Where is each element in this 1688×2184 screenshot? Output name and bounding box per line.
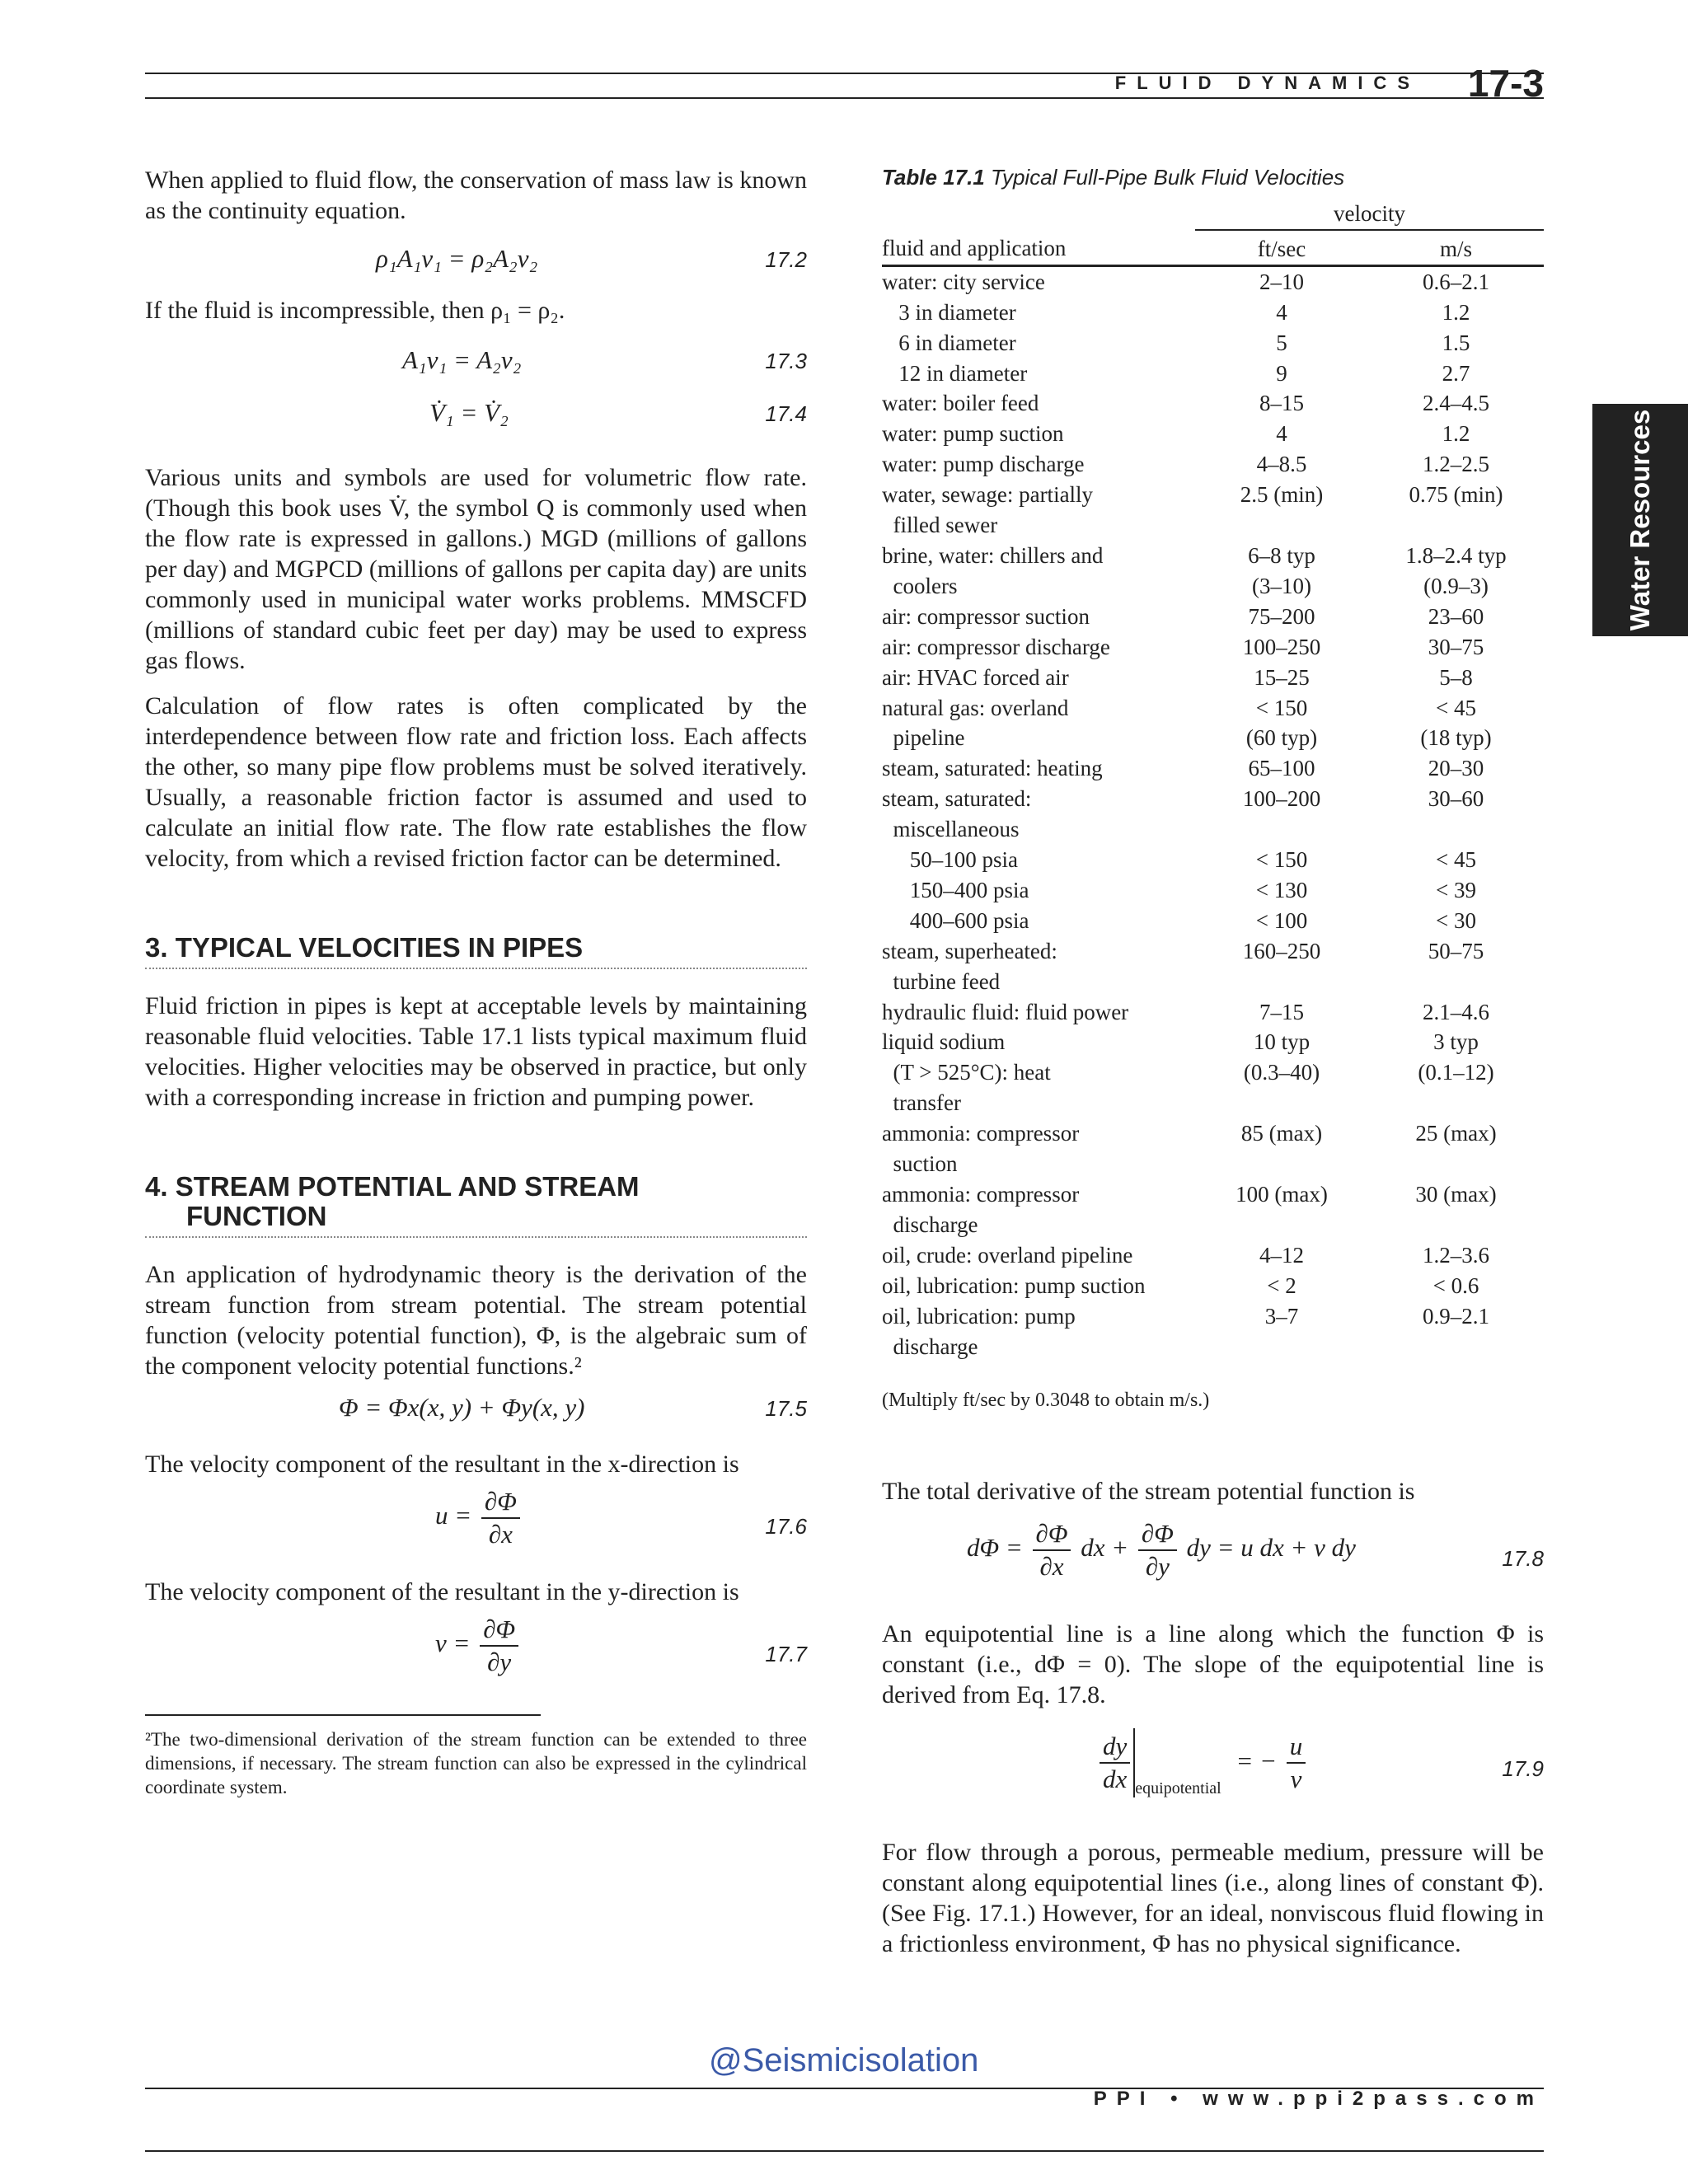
table-cell-fluid: steam, superheated: — [882, 938, 1057, 963]
fraction — [1033, 1518, 1071, 1582]
table-cell-ms: 1.8–2.4 typ — [1405, 542, 1507, 568]
table-cell-ftsec: 160–250 — [1242, 938, 1321, 963]
table-row — [882, 571, 1544, 602]
equation-number: 17.8 — [1502, 1546, 1544, 1572]
fraction — [480, 1614, 518, 1678]
table-cell-ftsec: 4 — [1276, 421, 1287, 447]
table-cell-ms: 30–75 — [1428, 634, 1484, 659]
numerator: ∂Φ — [481, 1486, 520, 1519]
lhs: u = — [435, 1501, 472, 1530]
table-cell-fluid: air: compressor suction — [882, 603, 1090, 629]
table-row — [882, 1240, 1544, 1271]
table-cell-ftsec: (3–10) — [1252, 573, 1311, 598]
table-row — [882, 845, 1544, 875]
equation-number: 17.6 — [765, 1514, 807, 1539]
left-column — [145, 165, 807, 1799]
table-row — [882, 602, 1544, 632]
table-cell-ms — [1368, 1210, 1544, 1240]
table-cell-ms: (0.1–12) — [1418, 1060, 1494, 1085]
table-cell-ms — [1368, 510, 1544, 541]
table-cell-fluid: air: compressor discharge — [882, 634, 1110, 659]
table-caption-label: Table 17.1 — [882, 165, 985, 190]
page-number: 17-3 — [1467, 62, 1544, 105]
table-cell-ms: (18 typ) — [1420, 725, 1492, 751]
table-cell-fluid: water, sewage: partially — [882, 482, 1094, 508]
table-cell-ms: < 39 — [1436, 877, 1476, 902]
equation-expr: V̇₁ = V̇₂ — [429, 398, 509, 427]
table-row — [882, 510, 1544, 541]
table-row — [882, 480, 1544, 510]
numerator: ∂Φ — [1033, 1518, 1071, 1551]
table-cell-fluid: 12 in diameter — [882, 360, 1028, 386]
table-cell-ftsec: 7–15 — [1259, 999, 1304, 1024]
table-cell-ms: 25 (max) — [1415, 1121, 1497, 1146]
table-cell-fluid: natural gas: overland — [882, 695, 1069, 720]
column-header: ft/sec — [1195, 230, 1368, 265]
table-cell-ftsec: < 100 — [1255, 907, 1308, 933]
numerator: ∂Φ — [1138, 1518, 1177, 1551]
table-cell-ftsec: 9 — [1276, 360, 1287, 386]
table-cell-ftsec — [1195, 1332, 1368, 1362]
table-row — [882, 1271, 1544, 1301]
paragraph: The velocity component of the resultant in the x-direction is — [145, 1451, 739, 1478]
table-cell-ftsec — [1195, 967, 1368, 997]
equation-17-2 — [145, 236, 807, 288]
denominator: ∂x — [488, 1520, 513, 1549]
table-row — [882, 265, 1544, 297]
lhs: v = — [435, 1629, 471, 1658]
denominator: dx — [1103, 1765, 1128, 1794]
equation-number: 17.7 — [765, 1642, 807, 1666]
table-row — [882, 1149, 1544, 1179]
table-cell-ms — [1368, 1332, 1544, 1362]
header-rule-bottom — [145, 97, 1544, 99]
equation-17-5 — [145, 1385, 807, 1437]
table-cell-fluid: oil, lubrication: pump suction — [882, 1272, 1146, 1298]
table-cell-fluid: discharge — [882, 1212, 978, 1237]
table-row — [882, 1057, 1544, 1088]
table-row — [882, 632, 1544, 663]
table-row — [882, 298, 1544, 328]
heading-line: 4. STREAM POTENTIAL AND STREAM — [145, 1171, 640, 1202]
equation-expr — [435, 1614, 522, 1678]
table-cell-fluid: ammonia: compressor — [882, 1121, 1080, 1146]
equation-number: 17.3 — [765, 349, 807, 373]
watermark: @Seismicisolation — [709, 2042, 979, 2079]
table-cell-ms — [1368, 1149, 1544, 1179]
table-cell-fluid: water: city service — [882, 269, 1045, 294]
table-header-row — [882, 230, 1544, 265]
table-row — [882, 997, 1544, 1028]
side-tab — [1592, 404, 1688, 636]
equation-17-6 — [145, 1486, 807, 1572]
table-cell-ms: 1.2 — [1442, 421, 1470, 447]
paragraph: Various units and symbols are used for volumetric flow rate. (Though this book uses V̇, the symbol Q is commonly used when the flow rate is expressed in gallons.) MGD (millions of gallons per day) and MGPCD (millions of gallons per capita day) are units commonly used in municipal water works problems. MMSCFD (millions of standard cubic feet per day) may be used to express gas flows. — [145, 464, 807, 674]
table-cell-fluid: 400–600 psia — [882, 907, 1029, 933]
table-cell-ftsec: 4–12 — [1259, 1242, 1304, 1268]
table-cell-ftsec: 15–25 — [1254, 664, 1310, 690]
table-cell-ms: 20–30 — [1428, 756, 1484, 781]
fraction — [1100, 1731, 1130, 1795]
table-cell-ms — [1368, 1088, 1544, 1118]
table-cell-ms: 1.2–3.6 — [1423, 1242, 1489, 1268]
table-row — [882, 541, 1544, 571]
table-cell-ftsec — [1195, 1149, 1368, 1179]
table-cell-ftsec: 10 typ — [1253, 1029, 1311, 1055]
equation-number: 17.5 — [765, 1396, 807, 1421]
table-cell-ftsec: 5 — [1276, 330, 1287, 355]
equation-expr: ρ₁A₁v₁ = ρ₂A₂v₂ — [376, 244, 538, 273]
table-cell-ftsec: 8–15 — [1259, 391, 1304, 416]
equation-expr — [435, 1486, 523, 1550]
section-heading-3: 3. TYPICAL VELOCITIES IN PIPES — [145, 933, 807, 969]
section-heading-4 — [145, 1172, 807, 1238]
table-cell-fluid: 3 in diameter — [882, 299, 1016, 325]
table-cell-ftsec: 6–8 typ — [1248, 542, 1315, 568]
table-cell-ftsec: 100–250 — [1242, 634, 1321, 659]
column-header: m/s — [1368, 230, 1544, 265]
table-cell-ftsec: 75–200 — [1248, 603, 1315, 629]
table-cell-ms: 5–8 — [1439, 664, 1473, 690]
lhs: dΦ = — [967, 1533, 1023, 1563]
table-cell-fluid: 6 in diameter — [882, 330, 1016, 355]
table-cell-ms: 1.2 — [1442, 299, 1470, 325]
equation-expr — [967, 1518, 1356, 1582]
table-cell-ftsec — [1195, 1088, 1368, 1118]
equation-expr — [1096, 1728, 1309, 1798]
paragraph: An equipotential line is a line along which the function Φ is constant (i.e., dΦ = 0). The slope of the equipotential line is derived from Eq. 17.8. — [882, 1620, 1544, 1709]
footnote: ²The two-dimensional derivation of the stream function can be extended to three dimensions, if necessary. The stream function can also be expressed in the cylindrical coordinate system. — [145, 1729, 807, 1797]
fraction — [1138, 1518, 1177, 1582]
table-row — [882, 1027, 1544, 1057]
table-row — [882, 906, 1544, 936]
equation-17-7 — [145, 1614, 807, 1699]
heading-line: FUNCTION — [186, 1201, 327, 1231]
table-row — [882, 1179, 1544, 1210]
equation-expr: A₁v₁ = A₂v₂ — [402, 345, 522, 374]
table-cell-fluid: oil, lubrication: pump — [882, 1303, 1076, 1329]
table-cell-fluid: air: HVAC forced air — [882, 664, 1069, 690]
table-cell-ftsec: 2.5 (min) — [1240, 482, 1324, 508]
table-row — [882, 1210, 1544, 1240]
table-cell-ftsec: < 150 — [1255, 847, 1308, 873]
table-cell-fluid: hydraulic fluid: fluid power — [882, 999, 1129, 1024]
equation-number: 17.9 — [1502, 1756, 1544, 1782]
equation-number: 17.4 — [765, 401, 807, 426]
table-cell-fluid: brine, water: chillers and — [882, 542, 1104, 568]
table-cell-ms: 2.7 — [1442, 360, 1470, 386]
table-cell-fluid: water: pump discharge — [882, 452, 1085, 477]
table-row — [882, 359, 1544, 389]
table-cell-ms: 3 typ — [1433, 1029, 1479, 1055]
table-caption — [882, 165, 1544, 190]
table-cell-fluid: coolers — [882, 573, 958, 598]
equation-17-9 — [882, 1725, 1544, 1824]
table-cell-ms: 30 (max) — [1415, 1182, 1497, 1207]
numerator: dy — [1100, 1731, 1130, 1764]
table-row — [882, 875, 1544, 906]
table-row — [882, 967, 1544, 997]
denominator: v — [1290, 1765, 1302, 1794]
table-row — [882, 1301, 1544, 1332]
table-row — [882, 1118, 1544, 1149]
table-row — [882, 419, 1544, 449]
table-row — [882, 693, 1544, 724]
table-cell-fluid: filled sewer — [882, 513, 998, 538]
group-header: velocity — [1195, 199, 1544, 230]
equation-17-8 — [882, 1518, 1544, 1604]
table-cell-fluid: transfer — [882, 1090, 961, 1116]
equation-expr: Φ = Φx(x, y) + Φy(x, y) — [339, 1393, 585, 1422]
equation-17-4 — [145, 390, 807, 443]
table-row — [882, 936, 1544, 967]
table-cell-ftsec: 85 (max) — [1240, 1121, 1323, 1146]
table-row — [882, 388, 1544, 419]
table-cell-ms: 1.2–2.5 — [1423, 452, 1489, 477]
table-cell-ms: (0.9–3) — [1423, 573, 1489, 598]
table-cell-ms: < 45 — [1436, 847, 1476, 873]
table-cell-ms: 2.4–4.5 — [1423, 391, 1489, 416]
equation-17-3 — [145, 337, 807, 390]
table-cell-ms: < 45 — [1436, 695, 1476, 720]
table-cell-ms: < 30 — [1436, 907, 1476, 933]
table-cell-ftsec: 65–100 — [1248, 756, 1315, 781]
table-cell-ms: 0.6–2.1 — [1423, 269, 1489, 294]
rhs: dy = u dx + v dy — [1186, 1533, 1356, 1563]
table-cell-fluid: (T > 525°C): heat — [882, 1060, 1051, 1085]
paragraph: Fluid friction in pipes is kept at acceptable levels by maintaining reasonable fluid velocities. Table 17.1 lists typical maximum fluid velocities. Higher velocities may be observed in practice, but only with a corresponding increase in friction and pumping power. — [145, 992, 807, 1111]
table-cell-ftsec: 3–7 — [1264, 1303, 1299, 1329]
table-note: (Multiply ft/sec by 0.3048 to obtain m/s.) — [882, 1390, 1210, 1412]
table-cell-ftsec — [1195, 510, 1368, 541]
table-cell-fluid: oil, crude: overland pipeline — [882, 1242, 1133, 1268]
table-cell-fluid: liquid sodium — [882, 1029, 1006, 1055]
paragraph: The velocity component of the resultant in the y-direction is — [145, 1578, 739, 1605]
footnote-rule — [145, 1714, 541, 1716]
table-group-header-row — [882, 199, 1544, 230]
table-caption-text: Typical Full-Pipe Bulk Fluid Velocities — [991, 165, 1345, 190]
table-row — [882, 814, 1544, 845]
equation-number: 17.2 — [765, 247, 807, 272]
denominator: ∂x — [1039, 1552, 1064, 1582]
table-row — [882, 1332, 1544, 1362]
paragraph: The total derivative of the stream potential function is — [882, 1478, 1415, 1506]
table-cell-ftsec — [1195, 814, 1368, 845]
table-cell-ftsec: 2–10 — [1259, 269, 1304, 294]
velocity-table — [882, 199, 1544, 1361]
table-cell-ftsec: < 2 — [1267, 1272, 1296, 1298]
table-cell-ms: 2.1–4.6 — [1423, 999, 1489, 1024]
table-cell-ms — [1368, 814, 1544, 845]
numerator: ∂Φ — [480, 1614, 518, 1647]
middle-term: = − — [1236, 1746, 1278, 1775]
denominator: ∂y — [1145, 1552, 1170, 1582]
table-cell-ftsec: 4–8.5 — [1256, 452, 1307, 477]
table-cell-ftsec: 4 — [1276, 299, 1287, 325]
table-cell-fluid: ammonia: compressor — [882, 1182, 1080, 1207]
paragraph: When applied to fluid flow, the conservation of mass law is known as the continuity equation. — [145, 166, 807, 224]
table-cell-fluid: suction — [882, 1151, 958, 1177]
paragraph: An application of hydrodynamic theory is the derivation of the stream function from stream potential. The stream potential function (velocity potential function), Φ, is the algebraic sum of the component velocity potential functions.² — [145, 1261, 807, 1380]
table-row — [882, 449, 1544, 480]
table-cell-fluid: miscellaneous — [882, 817, 1020, 842]
table-cell-fluid: water: pump suction — [882, 421, 1064, 447]
table-row — [882, 723, 1544, 753]
footer-rule-bottom — [145, 2150, 1544, 2152]
table-cell-fluid: turbine feed — [882, 968, 1001, 994]
paragraph: If the fluid is incompressible, then ρ₁ = ρ₂. — [145, 297, 565, 324]
right-column — [882, 165, 1544, 1959]
table-cell-ms: 1.5 — [1442, 330, 1470, 355]
footer-text: PPI • www.ppi2pass.com — [1093, 2088, 1544, 2110]
table-cell-ms: 50–75 — [1428, 938, 1484, 963]
table-cell-fluid: 50–100 psia — [882, 847, 1018, 873]
table-cell-ms — [1368, 967, 1544, 997]
table-row — [882, 663, 1544, 693]
middle-term: dx + — [1081, 1533, 1129, 1563]
table-cell-ftsec: (60 typ) — [1245, 725, 1318, 751]
table-cell-ms: 0.9–2.1 — [1423, 1303, 1489, 1329]
column-header: fluid and application — [882, 230, 1195, 265]
table-row — [882, 753, 1544, 784]
table-cell-ftsec: < 150 — [1255, 695, 1308, 720]
table-cell-ftsec: (0.3–40) — [1243, 1060, 1320, 1085]
table-row — [882, 784, 1544, 814]
table-row — [882, 328, 1544, 359]
table-cell-ftsec: 100 (max) — [1236, 1182, 1328, 1207]
table-cell-ms: 0.75 (min) — [1409, 482, 1503, 508]
table-cell-ms: < 0.6 — [1432, 1272, 1479, 1298]
table-cell-fluid: water: boiler feed — [882, 391, 1039, 416]
paragraph: Calculation of flow rates is often complicated by the interdependence between flow rate and friction loss. Each affects the other, so many pipe flow problems must be solved iteratively. Usually, a reasonable friction factor is assumed and used to calculate an initial flow rate. The flow rate establishes the flow velocity, from which a revised friction factor can be determined. — [145, 692, 807, 872]
running-title: FLUID DYNAMICS — [1114, 73, 1420, 93]
table-row — [882, 1088, 1544, 1118]
table-cell-fluid: 150–400 psia — [882, 877, 1029, 902]
table-cell-ftsec — [1195, 1210, 1368, 1240]
table-cell-ms: 30–60 — [1428, 786, 1484, 812]
fraction — [481, 1486, 520, 1550]
fraction — [1287, 1731, 1306, 1795]
paragraph: For flow through a porous, permeable medium, pressure will be constant along equipotential lines (i.e., along lines of constant Φ). (See Fig. 17.1.) However, for an ideal, nonviscous fluid flowing in a frictionless environment, Φ has no physical significance. — [882, 1839, 1544, 1958]
table-cell-ms: 23–60 — [1428, 603, 1484, 629]
table-cell-fluid: steam, saturated: — [882, 786, 1032, 812]
denominator: ∂y — [487, 1647, 512, 1676]
table-cell-fluid: pipeline — [882, 725, 965, 751]
table-cell-ftsec: < 130 — [1255, 877, 1308, 902]
table-cell-fluid: discharge — [882, 1333, 978, 1359]
numerator: u — [1287, 1731, 1306, 1764]
side-tab-label: Water Resources — [1625, 409, 1655, 631]
table-cell-fluid: steam, saturated: heating — [882, 756, 1103, 781]
table-cell-ftsec: 100–200 — [1242, 786, 1321, 812]
subscript: equipotential — [1135, 1779, 1221, 1798]
